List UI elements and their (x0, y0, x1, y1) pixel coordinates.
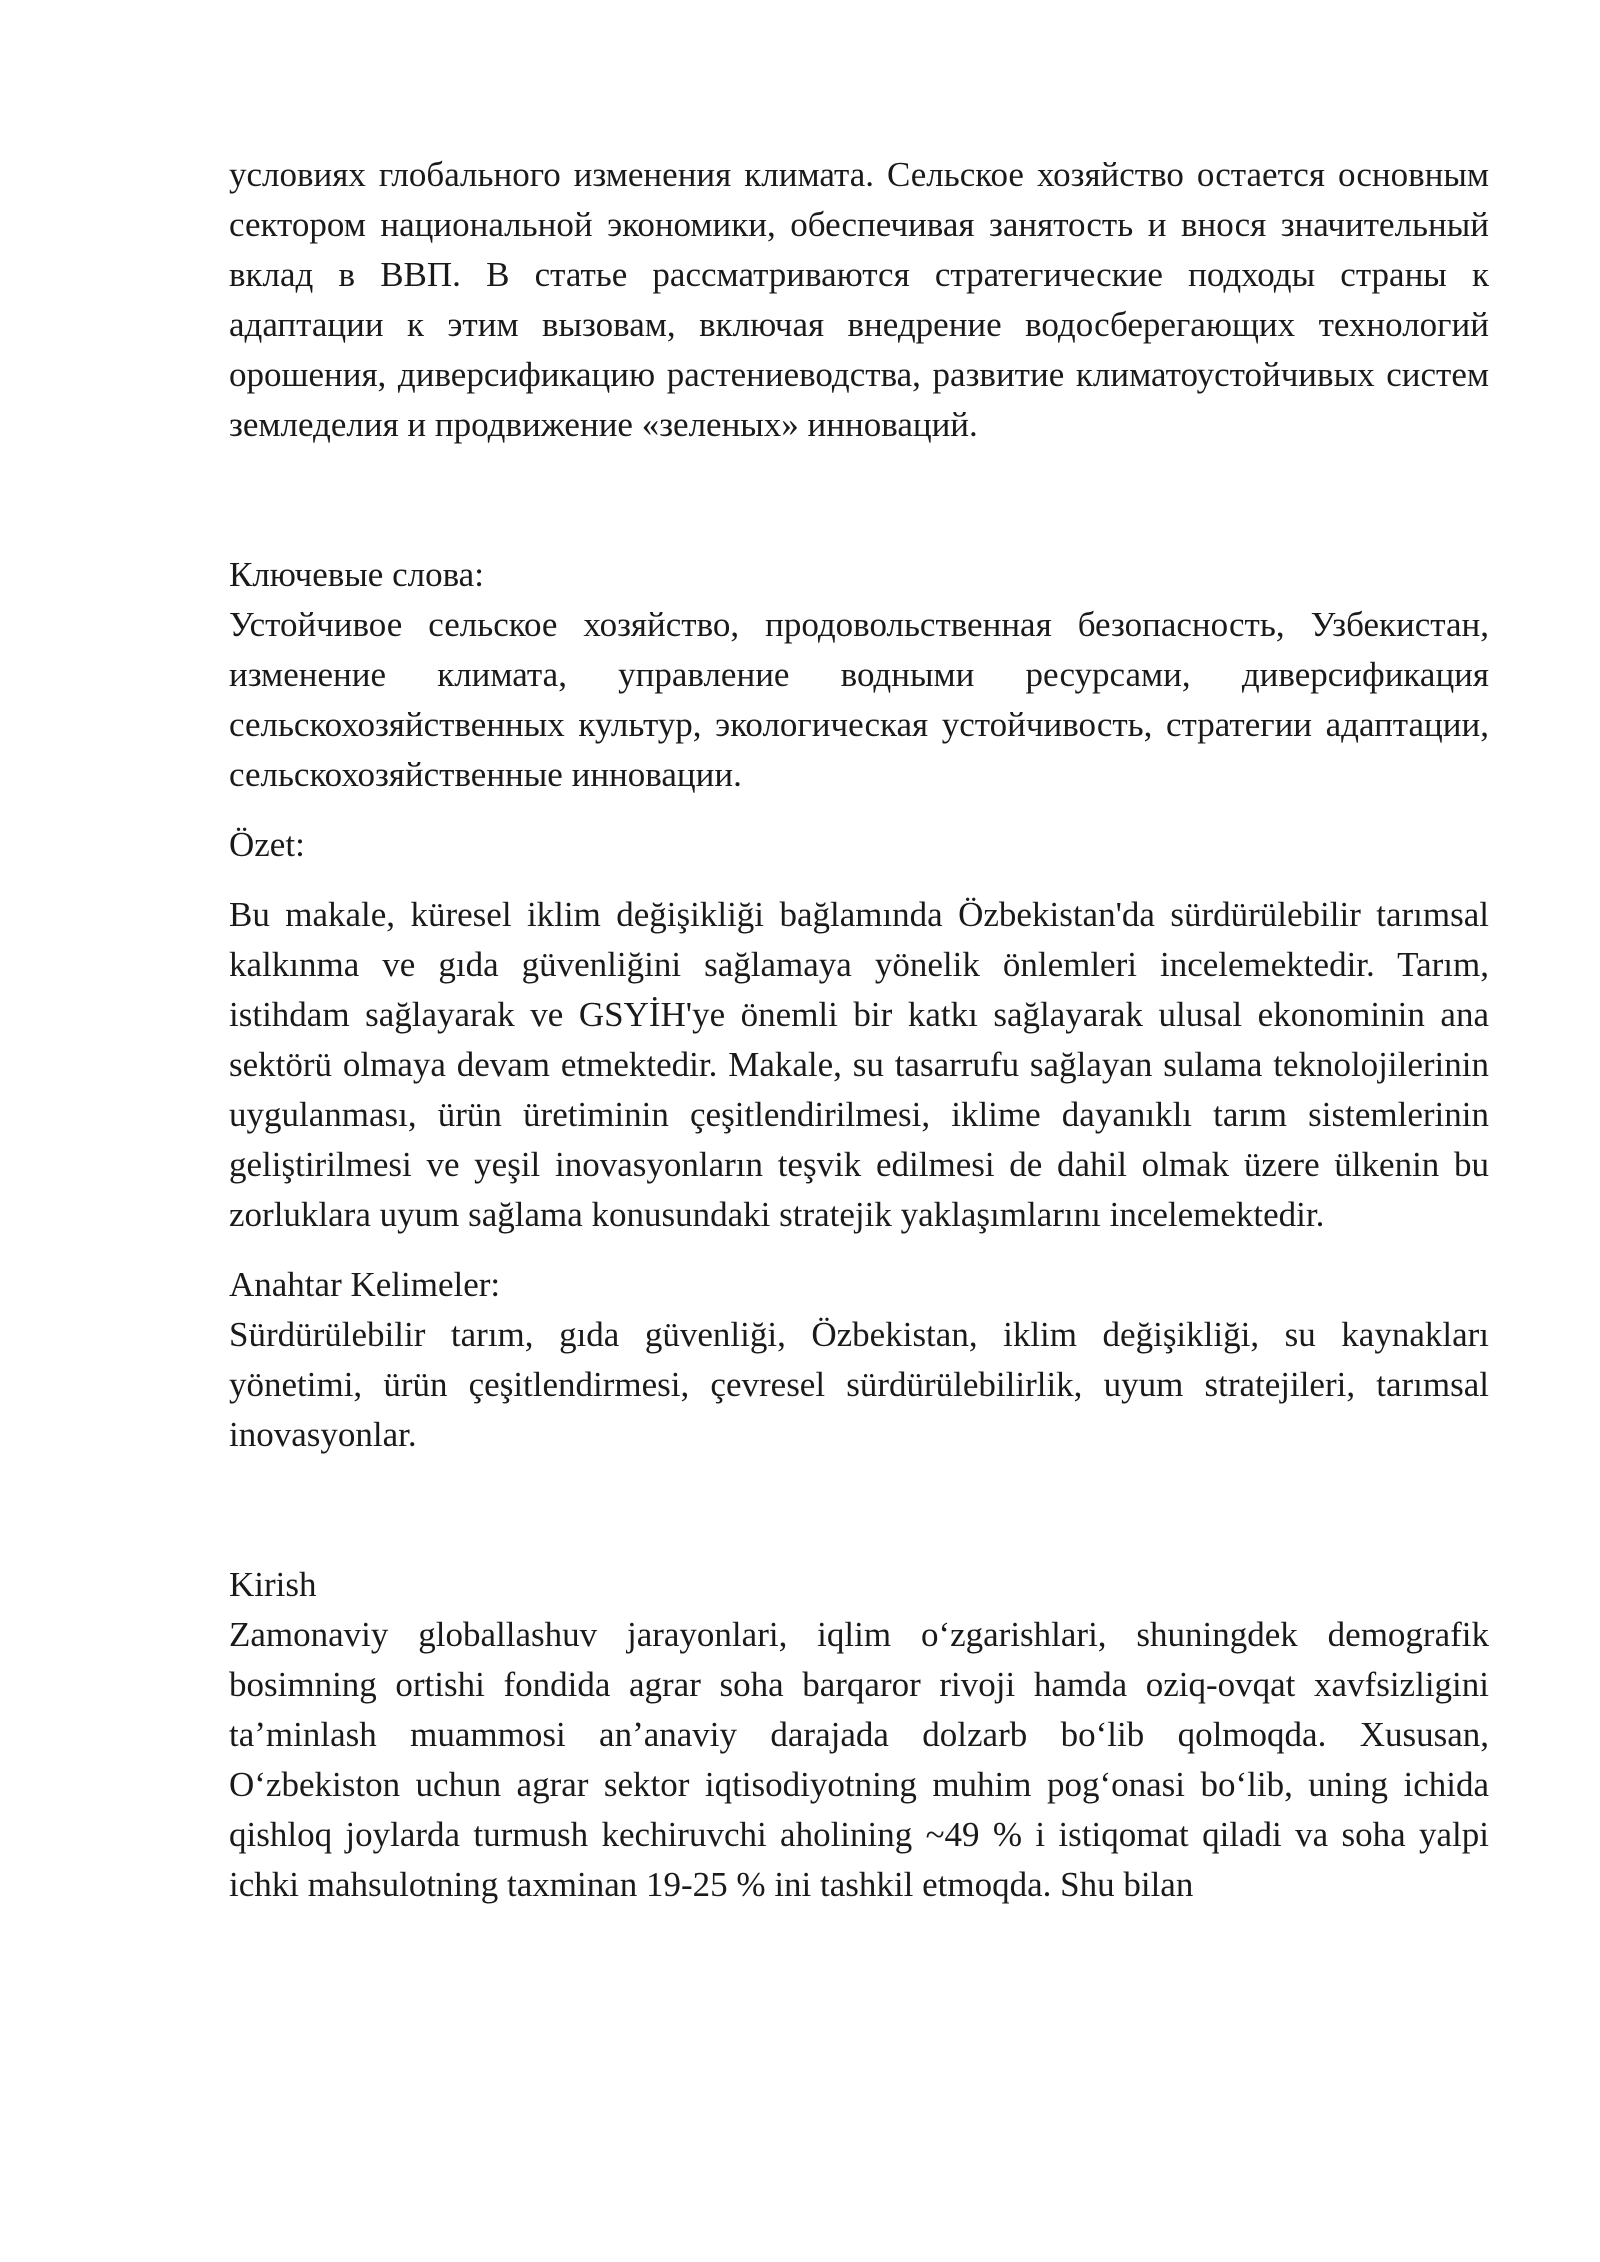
keywords-tr-text: Sürdürülebilir tarım, gıda güvenliği, Özbekistan, iklim değişikliği, su kaynakları yönetimi, ürün çeşitlendirmesi, çevresel sürdürülebilirlik, uyum stratejileri, tarımsal inovasyonlar. (229, 1315, 1489, 1454)
abstract-tr-label: Özet: (229, 825, 305, 864)
keywords-ru-label: Ключевые слова: (229, 555, 484, 594)
abstract-tr-text: Bu makale, küresel iklim değişikliği bağlamında Özbekistan'da sürdürülebilir tarımsal kalkınma ve gıda güvenliğini sağlamaya yönelik önlemleri incelemektedir. Tarım, istihdam sağlayarak ve GSYİH'ye önemli bir katkı sağlayarak ulusal ekonominin ana sektörü olmaya devam etmektedir. Makale, su tasarrufu sağlayan sulama teknolojilerinin uygulanması, ürün üretiminin çeşitlendirilmesi, iklime dayanıklı tarım sistemlerinin geliştirilmesi ve yeşil inovasyonların teşvik edilmesi de dahil olmak üzere ülkenin bu zorluklara uyum sağlama konusundaki stratejik yaklaşımlarını incelemektedir. (229, 895, 1489, 1234)
spacer (229, 800, 1489, 820)
introduction-heading: Kirish (229, 1565, 317, 1604)
abstract-tr-section (229, 820, 1489, 1240)
keywords-ru-text: Устойчивое сельское хозяйство, продовольственная безопасность, Узбекистан, изменение климата, управление водными ресурсами, диверсификация сельскохозяйственных культур, экологическая устойчивость, стратегии адаптации, сельскохозяйственные инновации. (229, 605, 1489, 794)
keywords-tr-label: Anahtar Kelimeler: (229, 1265, 501, 1304)
keywords-tr-section (229, 1260, 1489, 1460)
keywords-ru-section (229, 550, 1489, 800)
introduction-text: Zamonaviy globallashuv jarayonlari, iqlim oʻzgarishlari, shuningdek demografik bosimning ortishi fondida agrar soha barqaror rivoji hamda oziq-ovqat xavfsizligini taʼminlash muammosi anʼanaviy darajada dolzarb boʻlib qolmoqda. Xususan, Oʻzbekiston uchun agrar sektor iqtisodiyotning muhim pogʻonasi boʻlib, uning ichida qishloq joylarda turmush kechiruvchi aholining ~49 % i istiqomat qiladi va soha yalpi ichki mahsulotning taxminan 19-25 % ini tashkil etmoqda. Shu bilan (229, 1615, 1489, 1904)
introduction-section (229, 1560, 1489, 1910)
abstract-ru-text: условиях глобального изменения климата. Сельское хозяйство остается основным сектором национальной экономики, обеспечивая занятость и внося значительный вклад в ВВП. В статье рассматриваются стратегические подходы страны к адаптации к этим вызовам, включая внедрение водосберегающих технологий орошения, диверсификацию растениеводства, развитие климатоустойчивых систем земледелия и продвижение «зеленых» инноваций. (229, 155, 1489, 444)
document-page (229, 150, 1489, 1910)
spacer (229, 1240, 1489, 1260)
spacer (229, 870, 1489, 890)
spacer (229, 450, 1489, 550)
spacer (229, 1460, 1489, 1560)
